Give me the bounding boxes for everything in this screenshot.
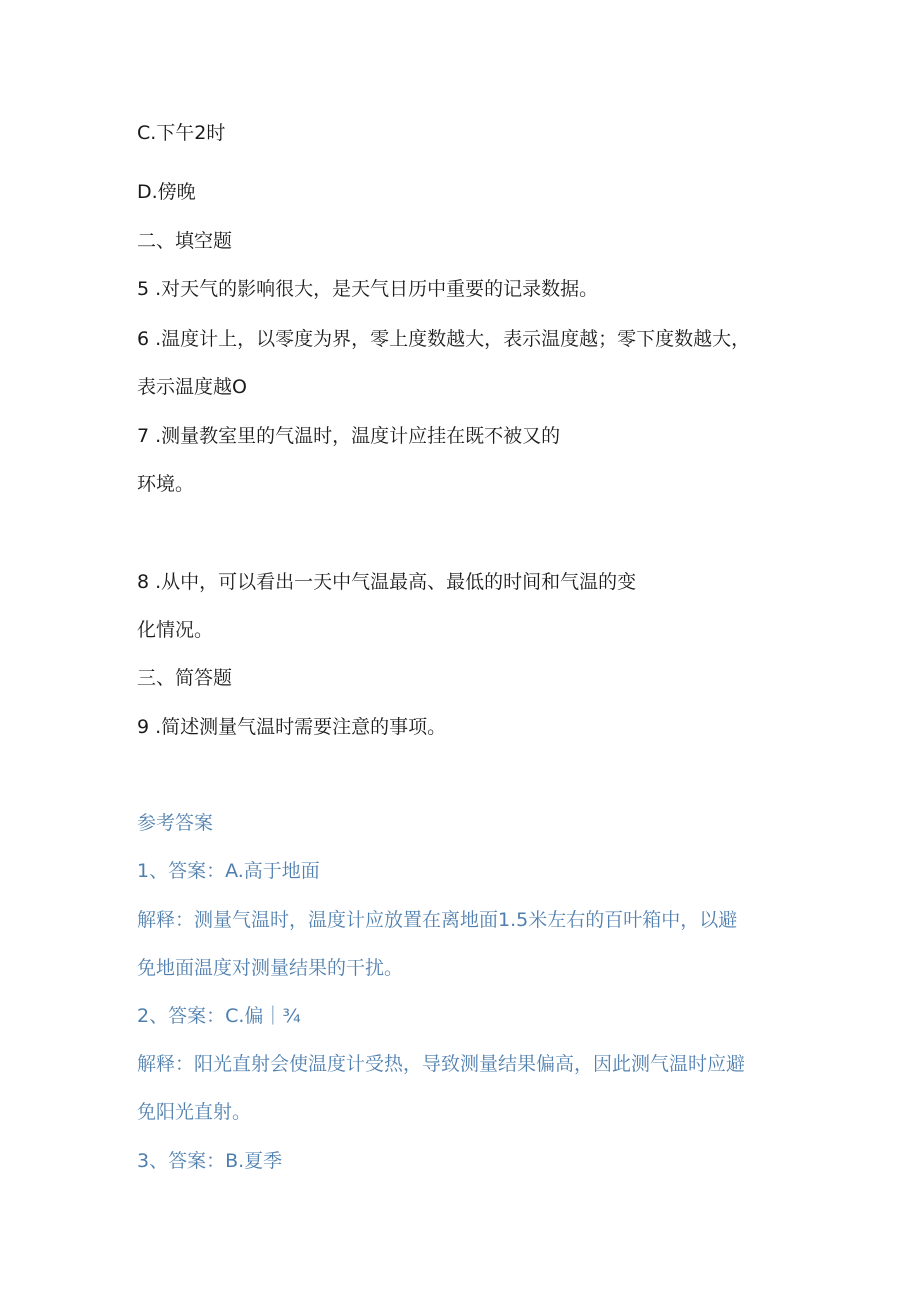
answer-1: 1、答案：A.高于地面 [137, 860, 320, 882]
question-8-line-1: 8 .从中，可以看出一天中气温最高、最低的时间和气温的变 [137, 571, 637, 593]
answers-header: 参考答案 [137, 812, 214, 834]
question-7-line-2: 环境。 [137, 473, 195, 495]
section-short-answer-title: 三、简答题 [137, 667, 233, 689]
answer-3: 3、答案：B.夏季 [137, 1150, 283, 1172]
option-c: C.下午2时 [137, 122, 226, 144]
question-6-line-1: 6 .温度计上，以零度为界，零上度数越大，表示温度越；零下度数越大， [137, 328, 751, 350]
question-7-line-1: 7 .测量教室里的气温时，温度计应挂在既不被又的 [137, 425, 561, 447]
option-d: D.傍晚 [137, 181, 196, 203]
answer-2: 2、答案：C.偏｜¾ [137, 1005, 301, 1027]
question-9: 9 .简述测量气温时需要注意的事项。 [137, 716, 447, 738]
section-fill-in-title: 二、填空题 [137, 230, 233, 252]
answer-2-explanation-line-1: 解释：阳光直射会使温度计受热，导致测量结果偏高，因此测气温时应避 [137, 1053, 746, 1075]
answer-1-explanation-line-2: 免地面温度对测量结果的干扰。 [137, 957, 404, 979]
answer-2-explanation-line-2: 免阳光直射。 [137, 1101, 252, 1123]
question-8-line-2: 化情况。 [137, 619, 214, 641]
question-6-line-2: 表示温度越O [137, 376, 247, 398]
answer-1-explanation-line-1: 解释：测量气温时，温度计应放置在离地面1.5米左右的百叶箱中，以避 [137, 909, 738, 931]
question-5: 5 .对天气的影响很大，是天气日历中重要的记录数据。 [137, 278, 599, 300]
